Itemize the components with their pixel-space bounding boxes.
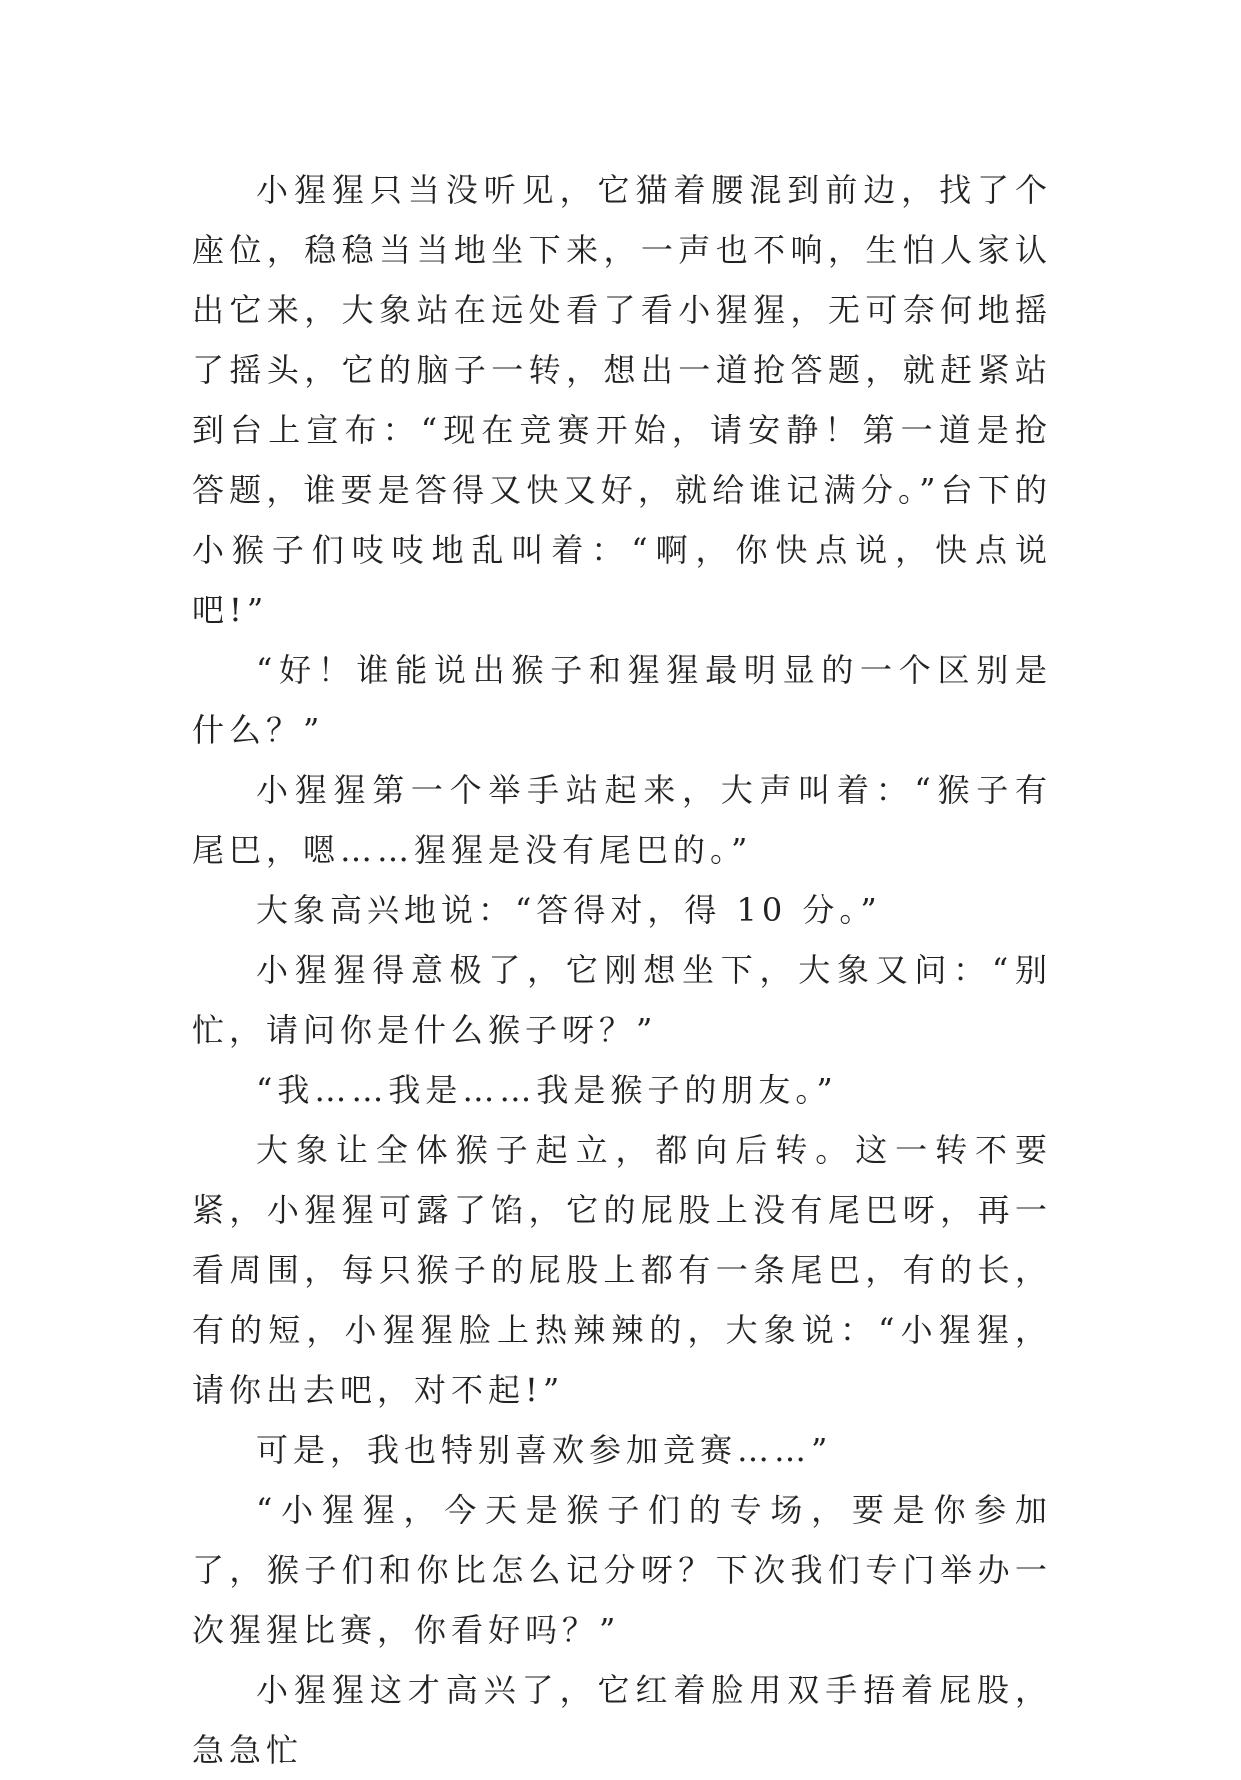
story-text-body	[192, 160, 1052, 1780]
paragraph-7: 大象让全体猴子起立，都向后转。这一转不要紧，小猩猩可露了馅，它的屁股上没有尾巴呀，再一看周围，每只猴子的屁股上都有一条尾巴，有的长，有的短，小猩猩脸上热辣辣的，大象说：“小猩猩，请你出去吧，对不起!”	[192, 1131, 1052, 1409]
paragraph-10: 小猩猩这才高兴了，它红着脸用双手捂着屁股，急急忙	[192, 1671, 1052, 1769]
paragraph-1: 小猩猩只当没听见，它猫着腰混到前边，找了个座位，稳稳当当地坐下来，一声也不响，生怕人家认出它来，大象站在远处看了看小猩猩，无可奈何地摇了摇头，它的脑子一转，想出一道抢答题，就赶紧站到台上宣布：“现在竞赛开始，请安静！第一道是抢答题，谁要是答得又快又好，就给谁记满分。”台下的小猴子们吱吱地乱叫着：“啊，你快点说，快点说吧!”	[192, 171, 1052, 629]
paragraph-2: “好！谁能说出猴子和猩猩最明显的一个区别是什么？”	[192, 651, 1052, 749]
paragraph-6: “我……我是……我是猴子的朋友。”	[256, 1071, 838, 1109]
paragraph-4: 大象高兴地说：“答得对，得 10 分。”	[256, 891, 882, 929]
paragraph-3: 小猩猩第一个举手站起来，大声叫着：“猴子有尾巴，嗯……猩猩是没有尾巴的。”	[192, 771, 1052, 869]
paragraph-9: “小猩猩，今天是猴子们的专场，要是你参加了，猴子们和你比怎么记分呀？下次我们专门举办一次猩猩比赛，你看好吗？”	[192, 1491, 1052, 1649]
paragraph-8: 可是，我也特别喜欢参加竞赛……”	[256, 1431, 833, 1469]
paragraph-5: 小猩猩得意极了，它刚想坐下，大象又问：“别忙，请问你是什么猴子呀？”	[192, 951, 1052, 1049]
